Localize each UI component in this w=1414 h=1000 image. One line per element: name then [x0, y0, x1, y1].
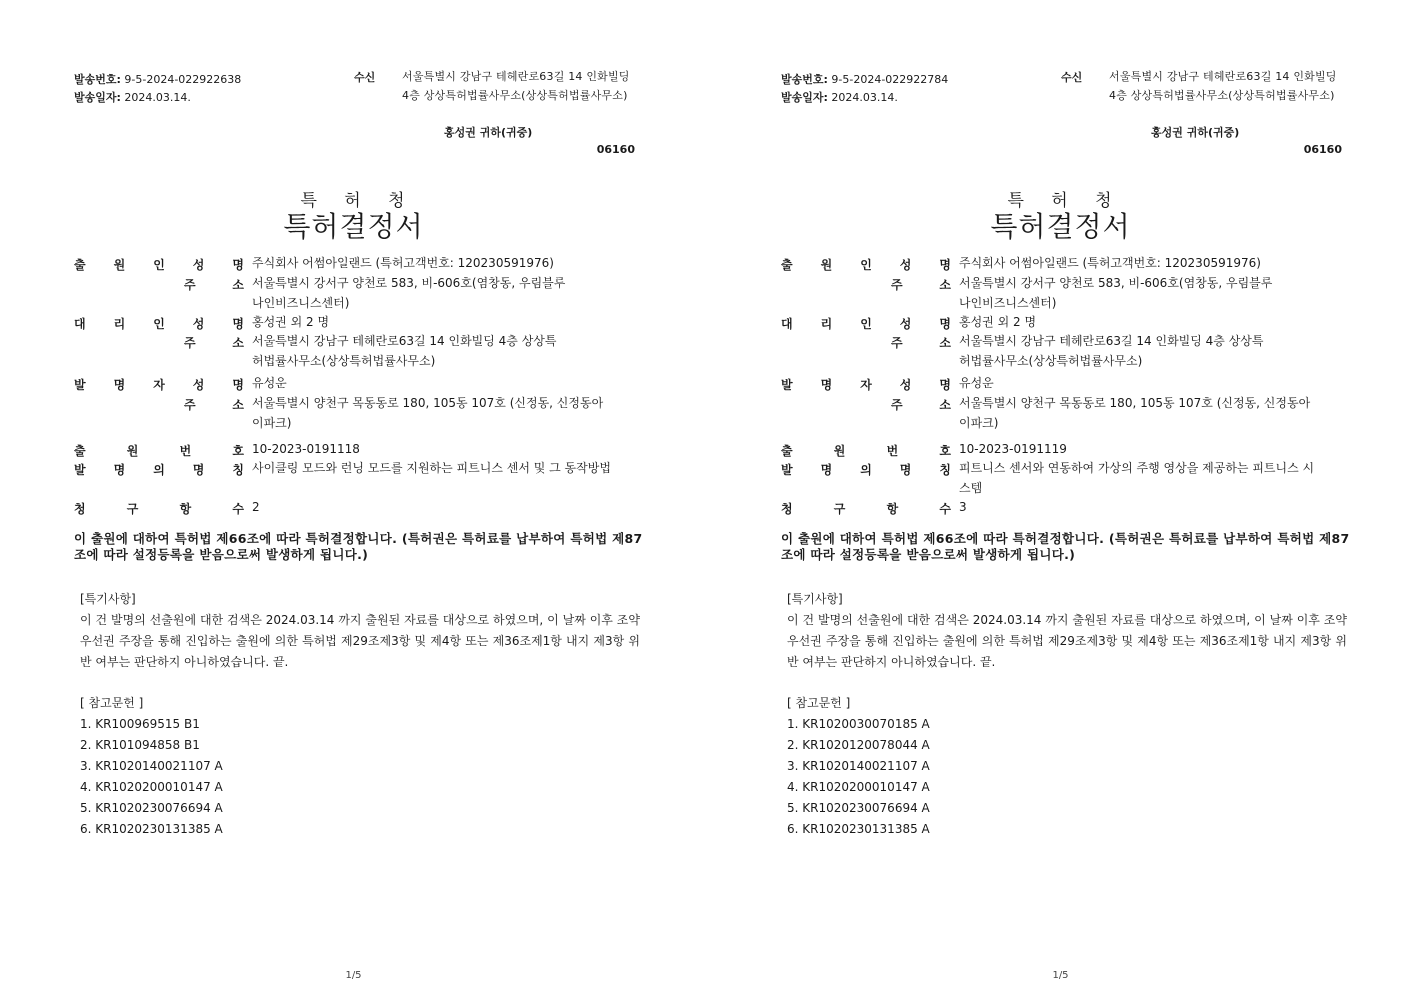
references-list [80, 714, 223, 840]
inventor-value: 유성운 [252, 376, 287, 390]
reference-item: 4. KR1020200010147 A [787, 780, 930, 794]
invention-title-value: 피트니스 센서와 연동하여 가상의 주행 영상을 제공하는 피트니스 시스템 [959, 461, 1315, 495]
recipient-label: 수신 [354, 71, 376, 84]
application-number-value: 10-2023-0191118 [252, 442, 360, 456]
application-number-label: 출 원 번 호 [781, 444, 951, 458]
send-info [781, 71, 948, 107]
reference-item: 6. KR1020230131385 A [80, 822, 223, 836]
inventor-address-label: 주 소 [891, 398, 951, 412]
reference-item: 4. KR1020200010147 A [80, 780, 223, 794]
inventor-label: 발 명 자 성 명 [781, 378, 951, 392]
applicant-address-value: 서울특별시 강서구 양천로 583, 비-606호(염창동, 우림블루나인비즈니스센터) [959, 276, 1273, 310]
agent-label: 대 리 인 성 명 [781, 317, 951, 331]
agent-address-value: 서울특별시 강남구 테헤란로63길 14 인화빌딩 4층 상상특허법률사무소(상상특허법률사무소) [252, 334, 557, 368]
applicant-label: 출 원 인 성 명 [781, 258, 951, 272]
recipient-label: 수신 [1061, 71, 1083, 84]
claims-row [74, 500, 654, 520]
reference-item: 5. KR1020230076694 A [787, 801, 930, 815]
send-date-label: 발송일자: [781, 91, 828, 104]
send-number: 9-5-2024-022922784 [831, 73, 949, 86]
recipient-name: 홍성권 귀하(귀중) [444, 126, 533, 139]
application-number-label: 출 원 번 호 [74, 444, 244, 458]
invention-title-label: 발 명 의 명 칭 [74, 463, 244, 477]
reference-item: 2. KR1020120078044 A [787, 738, 930, 752]
inventor-address-label: 주 소 [184, 398, 244, 412]
decision-statement: 이 출원에 대하여 특허법 제66조에 따라 특허결정합니다. (특허권은 특허료를 납부하여 특허법 제87조에 따라 설정등록을 받음으로써 발생하게 됩니다.) [74, 531, 643, 562]
special-notes-text: 이 건 발명의 선출원에 대한 검색은 2024.03.14 까지 출원된 자료를 대상으로 하였으며, 이 날짜 이후 조약우선권 주장을 통해 진입하는 출원에 의한 특허법 제29조제3항 및 제4항 또는 제36조제1항 내지 제3항 위반 여부는 판단하지 아니하였습니다. 끝. [80, 613, 640, 669]
invention-title-label: 발 명 의 명 칭 [781, 463, 951, 477]
inventor-label: 발 명 자 성 명 [74, 378, 244, 392]
invention-title-row [781, 461, 1361, 495]
application-number-value: 10-2023-0191119 [959, 442, 1067, 456]
references-title: [ 참고문헌 ] [80, 696, 144, 710]
applicant-address-value: 서울특별시 강서구 양천로 583, 비-606호(염창동, 우림블루나인비즈니스센터) [252, 276, 566, 310]
claims-value: 3 [959, 500, 967, 514]
inventor-address-row [781, 396, 1361, 430]
invention-title-value: 사이클링 모드와 런닝 모드를 지원하는 피트니스 센서 및 그 동작방법 [252, 461, 611, 475]
agent-address-label: 주 소 [184, 336, 244, 350]
document-title: 특허결정서 [283, 210, 424, 243]
send-date: 2024.03.14. [831, 91, 898, 104]
special-notes-text: 이 건 발명의 선출원에 대한 검색은 2024.03.14 까지 출원된 자료를 대상으로 하였으며, 이 날짜 이후 조약우선권 주장을 통해 진입하는 출원에 의한 특허법 제29조제3항 및 제4항 또는 제36조제1항 내지 제3항 위반 여부는 판단하지 아니하였습니다. 끝. [787, 613, 1347, 669]
invention-title-row [74, 461, 654, 481]
inventor-address-value: 서울특별시 양천구 목동동로 180, 105동 107호 (신정동, 신정동아이파크) [252, 396, 604, 430]
agency-name: 특 허 청 [1007, 191, 1114, 211]
applicant-address-label: 주 소 [184, 278, 244, 292]
agent-label: 대 리 인 성 명 [74, 317, 244, 331]
postal-code: 06160 [596, 143, 635, 156]
document-title: 특허결정서 [990, 210, 1131, 243]
applicant-address-row [74, 276, 654, 310]
reference-item: 3. KR1020140021107 A [787, 759, 930, 773]
agent-value: 홍성권 외 2 명 [959, 315, 1037, 329]
inventor-value: 유성운 [959, 376, 994, 390]
reference-item: 1. KR100969515 B1 [80, 717, 200, 731]
send-date-label: 발송일자: [74, 91, 121, 104]
agent-address-row [74, 334, 654, 368]
applicant-label: 출 원 인 성 명 [74, 258, 244, 272]
page-number: 1/5 [1052, 970, 1069, 981]
references-title: [ 참고문헌 ] [787, 696, 851, 710]
document-page-right [707, 0, 1414, 1000]
agent-value: 홍성권 외 2 명 [252, 315, 330, 329]
reference-item: 3. KR1020140021107 A [80, 759, 223, 773]
claims-value: 2 [252, 500, 260, 514]
postal-code: 06160 [1303, 143, 1342, 156]
agent-address-row [781, 334, 1361, 368]
recipient-name: 홍성권 귀하(귀중) [1151, 126, 1240, 139]
special-notes-title: [특기사항] [787, 592, 843, 606]
applicant-address-label: 주 소 [891, 278, 951, 292]
decision-statement: 이 출원에 대하여 특허법 제66조에 따라 특허결정합니다. (특허권은 특허료를 납부하여 특허법 제87조에 따라 설정등록을 받음으로써 발생하게 됩니다.) [781, 531, 1350, 562]
send-info [74, 71, 241, 107]
references-list [787, 714, 930, 840]
recipient-address: 서울특별시 강남구 테헤란로63길 14 인화빌딩 4층 상상특허법률사무소(상상특허법률사무소) [1109, 70, 1337, 102]
agent-address-value: 서울특별시 강남구 테헤란로63길 14 인화빌딩 4층 상상특허법률사무소(상상특허법률사무소) [959, 334, 1264, 368]
send-number-label: 발송번호: [74, 73, 121, 86]
send-number: 9-5-2024-022922638 [124, 73, 242, 86]
reference-item: 1. KR1020030070185 A [787, 717, 930, 731]
reference-item: 2. KR101094858 B1 [80, 738, 200, 752]
claims-label: 청 구 항 수 [781, 502, 951, 516]
reference-item: 5. KR1020230076694 A [80, 801, 223, 815]
send-number-label: 발송번호: [781, 73, 828, 86]
applicant-value: 주식회사 어썸아일랜드 (특허고객번호: 120230591976) [959, 256, 1261, 270]
claims-row [781, 500, 1361, 520]
special-notes-title: [특기사항] [80, 592, 136, 606]
reference-item: 6. KR1020230131385 A [787, 822, 930, 836]
recipient-address: 서울특별시 강남구 테헤란로63길 14 인화빌딩 4층 상상특허법률사무소(상상특허법률사무소) [402, 70, 630, 102]
agent-address-label: 주 소 [891, 336, 951, 350]
inventor-address-value: 서울특별시 양천구 목동동로 180, 105동 107호 (신정동, 신정동아이파크) [959, 396, 1311, 430]
agency-name: 특 허 청 [300, 191, 407, 211]
inventor-address-row [74, 396, 654, 430]
applicant-address-row [781, 276, 1361, 310]
applicant-value: 주식회사 어썸아일랜드 (특허고객번호: 120230591976) [252, 256, 554, 270]
claims-label: 청 구 항 수 [74, 502, 244, 516]
page-number: 1/5 [345, 970, 362, 981]
send-date: 2024.03.14. [124, 91, 191, 104]
